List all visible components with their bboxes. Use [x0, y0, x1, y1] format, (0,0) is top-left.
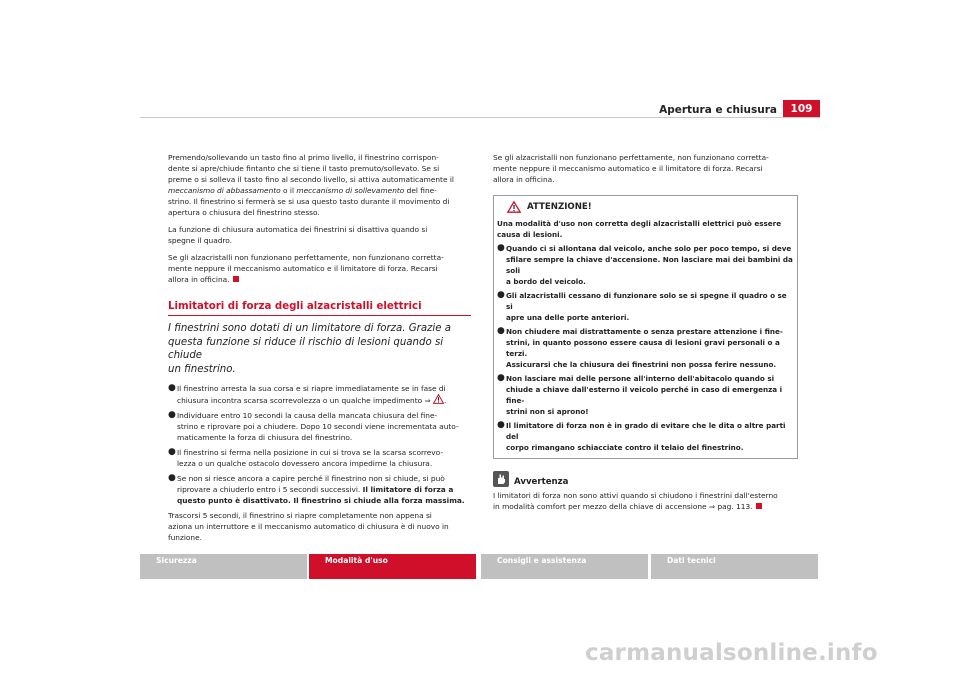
bullet-icon: ●: [168, 410, 176, 420]
paragraph-window-switch: Premendo/sollevando un tasto fino al primo livello, il finestrino corrispon- dente si apre/chiude fintanto che si tiene il tasto premuto/sollevato. Se si preme o si solleva il tasto fino al secondo livello, si attiva automaticamente il meccanismo di abbassamento o il meccanismo di sollevamento del fine- strino. Il finestrino si fermerà se si usa questo tasto durante il movimento di apertura o chiusura del finestrino stesso.: [168, 153, 454, 217]
section-rule: [168, 315, 471, 316]
paragraph-workshop: Se gli alzacristalli non funzionano perfettamente, non funzionano corretta- mente neppure il meccanismo automatico e il limitatore di forza. Recarsi allora in officina.: [493, 153, 769, 184]
list-item: ● Se non si riesce ancora a capire perché il finestrino non si chiude, si può riprovare a chiuderlo entro i 5 secondi successivi. Il limitatore di forza a questo punto è disattivato. Il finestrino si chiude alla forza massima.: [168, 473, 465, 505]
bullet-icon: ●: [497, 243, 505, 253]
section-lead: I finestrini sono dotati di un limitatore di forza. Grazie a questa funzione si riduce il rischio di lesioni quando si chiude un finestrino.: [168, 323, 451, 375]
warning-box: [493, 195, 798, 459]
warning-intro: Una modalità d'uso non corretta degli alzacristalli elettrici può essere causa di lesioni.: [497, 219, 782, 239]
tab-modalita-uso[interactable]: Modalità d'uso: [309, 554, 476, 579]
note-header: [493, 471, 798, 487]
end-mark-icon: [756, 503, 762, 509]
list-item: ● Il finestrino arresta la sua corsa e si riapre immediatamente se in fase di chiusura incontra scarsa scorrevolezza o un qualche impedimento ⇒ .: [168, 383, 447, 405]
bullet-icon: ●: [497, 290, 505, 300]
paragraph-reset: Trascorsi 5 secondi, il finestrino si riapre completamente non appena si aziona un interruttore e il meccanismo automatico di chiusura è di nuovo in funzione.: [168, 511, 449, 542]
warning-header: [507, 196, 794, 218]
list-item: ● Quando ci si allontana dal veicolo, anche solo per poco tempo, si deve sfilare sempre la chiave d'accensione. Non lasciare mai dei bambini da soli a bordo del veicolo.: [497, 243, 793, 286]
paragraph-workshop: Se gli alzacristalli non funzionano perfettamente, non funzionano corretta- mente neppure il meccanismo automatico e il limitatore di forza. Recarsi allora in officina.: [168, 253, 444, 284]
tab-sicurezza[interactable]: Sicurezza: [140, 554, 307, 579]
watermark: carmanualsonline.info: [585, 640, 878, 666]
warning-title: ATTENZIONE!: [527, 202, 592, 212]
left-column: [168, 152, 471, 549]
warning-triangle-icon[interactable]: [433, 394, 444, 404]
running-header-title: Apertura e chiusura: [659, 104, 777, 116]
end-mark-icon: [233, 276, 239, 282]
warning-triangle-icon: [507, 201, 521, 213]
paragraph-auto-close: La funzione di chiusura automatica dei finestrini si disattiva quando si spegne il quadro.: [168, 225, 428, 245]
bullet-icon: ●: [497, 373, 505, 383]
note-text: I limitatori di forza non sono attivi quando si chiudono i finestrini dall'esterno in modalità comfort per mezzo della chiave di accensione ⇒ pag. 113.: [493, 491, 778, 511]
bullet-icon: ●: [168, 383, 176, 393]
list-item: ● Il finestrino si ferma nella posizione in cui si trova se la scarsa scorrevo- lezza o un qualche ostacolo dovessero ancora impedirne la chiusura.: [168, 447, 444, 468]
bullet-icon: ●: [168, 473, 176, 483]
bullet-icon: ●: [168, 447, 176, 457]
list-item: ● Non chiudere mai distrattamente o senza prestare attenzione i fine- strini, in quanto possono essere causa di lesioni gravi personali o a terzi. Assicurarsi che la chiusura dei finestrini non possa ferire nessuno.: [497, 326, 783, 369]
list-item: ● Non lasciare mai delle persone all'interno dell'abitacolo quando si chiude a chiave dall'esterno il veicolo perché in caso di emergenza i fine- strini non si aprono!: [497, 373, 783, 416]
page-number: 109: [783, 100, 820, 118]
section-title: Limitatori di forza degli alzacristalli elettrici: [168, 301, 422, 312]
list-item: ● Gli alzacristalli cessano di funzionare solo se si spegne il quadro o se si apre una delle porte anteriori.: [497, 290, 787, 322]
note-title: Avvertenza: [514, 477, 569, 487]
bullet-icon: ●: [497, 420, 505, 430]
note-hand-icon: [493, 471, 509, 487]
list-item: ● Individuare entro 10 secondi la causa della mancata chiusura del fine- strino e riprovare poi a chiudere. Dopo 10 secondi viene incrementata auto- maticamente la forza di chiusura del finestrino.: [168, 410, 459, 442]
tab-consigli-assistenza[interactable]: Consigli e assistenza: [481, 554, 648, 579]
tab-dati-tecnici[interactable]: Dati tecnici: [651, 554, 818, 579]
header-rule: [140, 117, 820, 118]
right-column: [493, 152, 798, 518]
list-item: ● Il limitatore di forza non è in grado di evitare che le dita o altre parti del corpo rimangano schiacciate contro il telaio del finestrino.: [497, 420, 786, 452]
bullet-icon: ●: [497, 326, 505, 336]
